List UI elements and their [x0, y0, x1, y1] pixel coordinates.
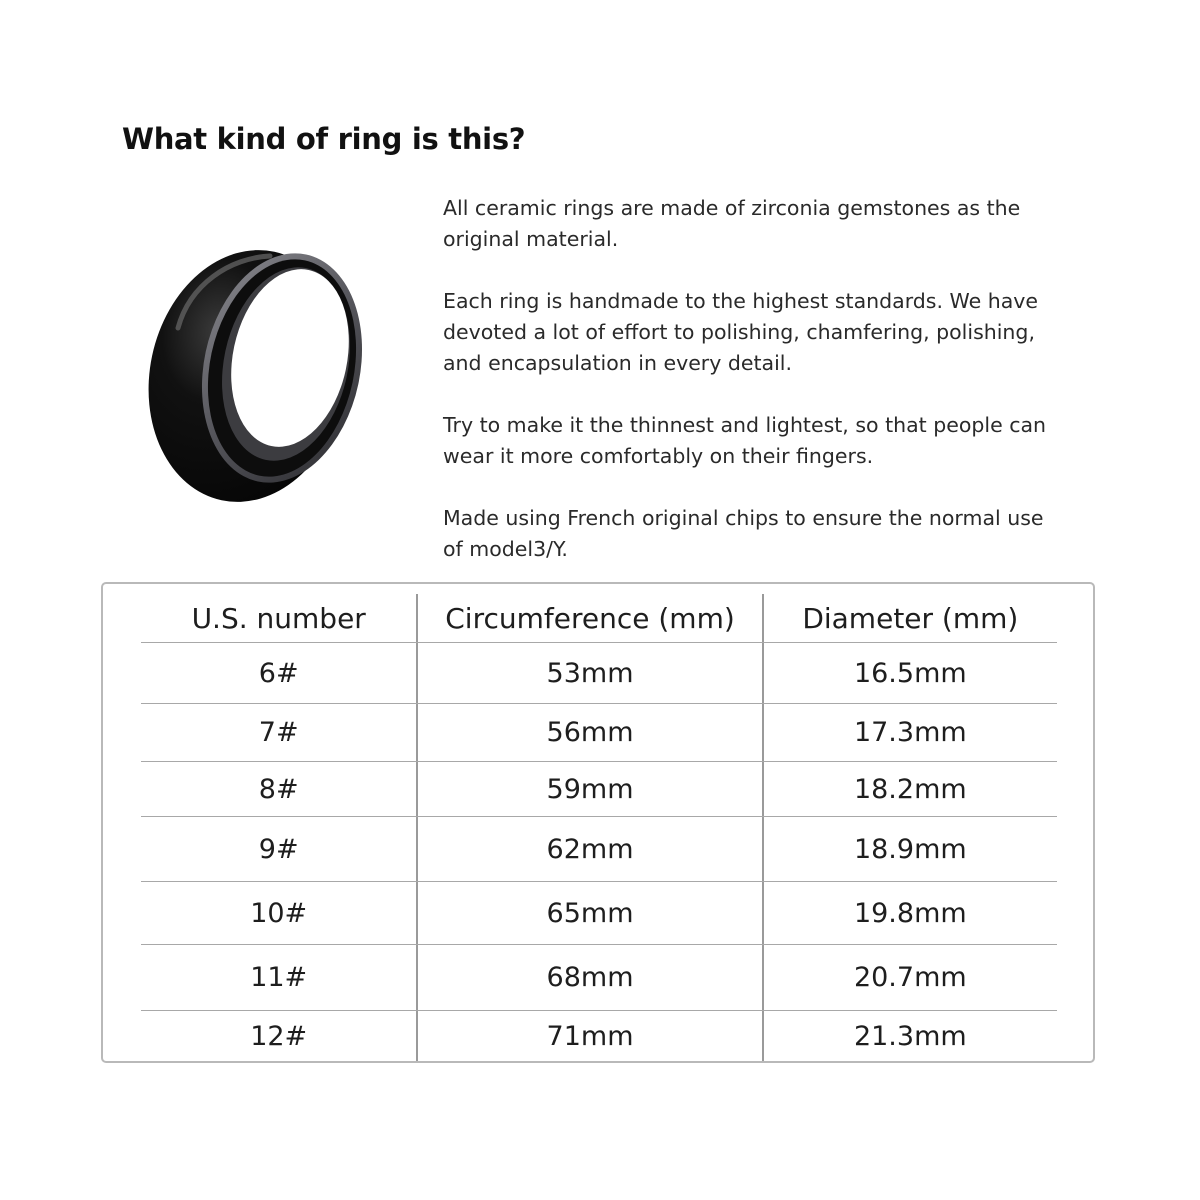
table-header-row — [141, 594, 1057, 643]
cell-us-number: 10# — [141, 882, 418, 944]
cell-us-number: 12# — [141, 1011, 418, 1061]
cell-diameter: 21.3mm — [853, 1020, 967, 1052]
paragraph-chips: Made using French original chips to ensure the normal use of model3/Y. — [443, 506, 1044, 561]
table-row — [141, 704, 1057, 762]
paragraph-material: All ceramic rings are made of zirconia gemstones as the original material. — [443, 196, 1021, 251]
ring-image — [130, 236, 380, 516]
table-row — [141, 945, 1057, 1011]
cell-us-number: 9# — [141, 817, 418, 881]
cell-circumference: 68mm — [418, 945, 763, 1010]
cell-diameter: 18.9mm — [853, 833, 967, 865]
cell-circumference: 59mm — [418, 762, 763, 816]
table-row — [141, 1011, 1057, 1061]
page-title: What kind of ring is this? — [122, 122, 526, 156]
cell-circumference: 65mm — [418, 882, 763, 944]
table-row — [141, 817, 1057, 882]
cell-diameter: 17.3mm — [853, 717, 967, 748]
header-diameter: Diameter (mm) — [802, 601, 1019, 635]
cell-circumference: 56mm — [418, 704, 763, 761]
cell-circumference: 71mm — [418, 1011, 763, 1061]
cell-circumference: 53mm — [418, 643, 763, 703]
description — [443, 193, 1083, 596]
table-row — [141, 762, 1057, 817]
paragraph-thin-light: Try to make it the thinnest and lightest, so that people can wear it more comfortably on their fingers. — [443, 413, 1047, 468]
cell-diameter: 16.5mm — [853, 657, 967, 689]
black-ceramic-ring-icon — [130, 236, 380, 516]
table-row — [141, 882, 1057, 945]
header-us-number: U.S. number — [141, 594, 418, 642]
size-table — [101, 582, 1095, 1063]
cell-us-number: 6# — [141, 643, 418, 703]
table-row — [141, 643, 1057, 704]
header-circumference: Circumference (mm) — [418, 594, 763, 642]
paragraph-handmade: Each ring is handmade to the highest standards. We have devoted a lot of effort to polishing, chamfering, polishing, and encapsulation in every detail. — [443, 289, 1039, 375]
cell-us-number: 7# — [141, 704, 418, 761]
cell-diameter: 19.8mm — [853, 897, 967, 929]
cell-diameter: 20.7mm — [853, 962, 967, 993]
cell-diameter: 18.2mm — [853, 773, 967, 805]
cell-us-number: 8# — [141, 762, 418, 816]
cell-circumference: 62mm — [418, 817, 763, 881]
cell-us-number: 11# — [141, 945, 418, 1010]
